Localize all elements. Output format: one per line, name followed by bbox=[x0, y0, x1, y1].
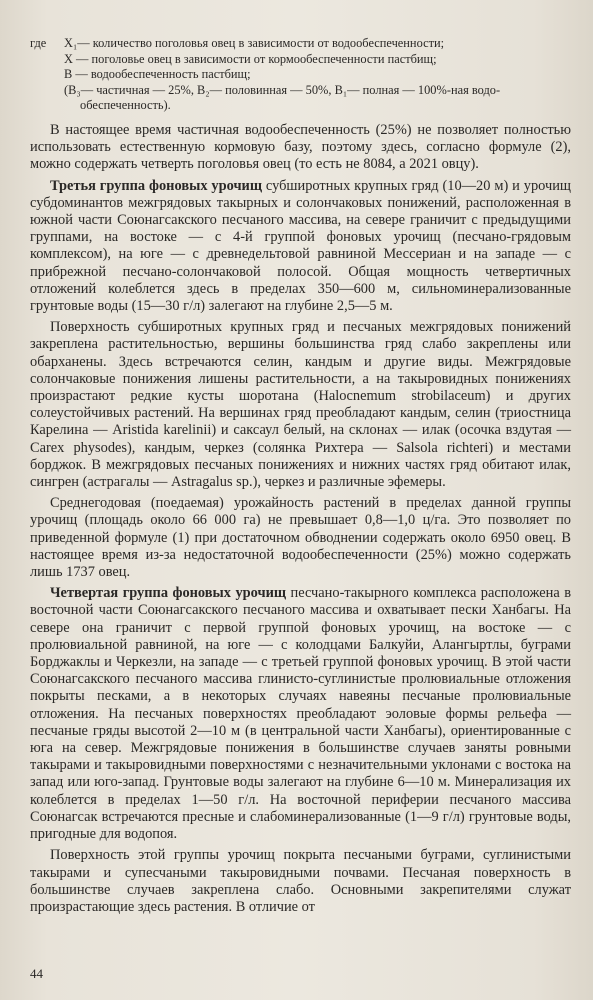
paragraph-2 bbox=[30, 178, 571, 316]
paragraph-5-text: песчано-такырного комплекса расположена в восточной части Союнагсакского песчаного массива и охватывает пески Ханбагы. На севере она граничит с первой группой фоновых урочищ, на востоке — с пролювиальной равниной, на юге — с колодцами Балкуйи, Алангыртлы, буграми Борджаклы и Черкезли, на западе — с третьей группой фоновых урочищ. В этой части Союнагсакского песчаного массива глинисто-суглинистые пролювиальные отложения покрыты песками, а в некоторых случаях навеяны песчаные пролювиальные отложения. На песчаных поверхностях преобладают эоловые формы рельефа — песчаные гряды высотой 2—10 м (в центральной части Ханбагы), ориентированные с юга на север. Межгрядовые понижения в большинстве случаев заняты ровными такырами и такыровидными поверхностями с незначительными уклонами с востока на запад или юго-запад. Грунтовые воды залегают на глубине 6—10 м. Минерализация их колеблется в пределах 1—50 г/л. На восточной периферии песчаного массива Союнагсак встречаются пресные и слабоминерализованные (1—9 г/л) грунтовые воды, пригодные для водопоя. bbox=[30, 585, 572, 843]
definition-prefix: где bbox=[30, 36, 47, 50]
section-heading-third-group: Третья группа фоновых урочищ bbox=[50, 177, 262, 194]
paragraph-1 bbox=[30, 122, 571, 174]
section-heading-fourth-group: Четвертая группа фоновых урочищ bbox=[50, 585, 287, 602]
definition-b-levels: (B₃— частичная — 25%, B₂— половинная — 50%, B₁— полная — 100%-ная водо- bbox=[64, 82, 501, 97]
paragraph-4 bbox=[30, 495, 571, 581]
definition-x: X — поголовье овец в зависимости от кормообеспеченности пастбищ; bbox=[64, 51, 437, 66]
paragraph-6 bbox=[30, 847, 571, 916]
paragraph-5 bbox=[30, 585, 571, 843]
paragraph-6-text: Поверхность этой группы урочищ покрыта песчаными буграми, суглинистыми такырами и супесчаными такыровидными почвами. Песчаная поверхность в большинстве случаев закреплена слабо. Основными закрепителями служат произрастающие здесь растения. В отличие от bbox=[30, 847, 571, 915]
paragraph-3 bbox=[30, 319, 571, 491]
paragraph-3-text: Поверхность субширотных крупных гряд и песчаных межгрядовых понижений закреплена растительностью, вершины большинства гряд слабо закреплены или обарханены. Здесь встречаются селин, кандым и другие виды. Межгрядовые солончаковые понижения лишены растительности, а на такыровидных понижениях произрастают редкие кусты шоротана (Halocnemum strobilaceum) и других солеустойчивых растений. На вершинах гряд преобладают кандым, селин (триостница Карелина — Aristida karelinii) и саксаул белый, на склонах — илак (осочка вздутая — Carex physodes), кандым, черкез (солянка Рихтера — Salsola richteri) и местами борджок. В межгрядовых песчаных понижениях и нижних частях гряд обитают илак, сингрен (астрагалы — Astragalus sp.), черкез и различные эфемеры. bbox=[30, 319, 571, 491]
definition-x1: X₁— количество поголовья овец в зависимости от водообеспеченности; bbox=[64, 36, 445, 50]
page-number: 44 bbox=[30, 966, 43, 981]
definition-b: B — водообеспеченность пастбищ; bbox=[64, 67, 251, 82]
formula-definitions bbox=[30, 36, 571, 114]
definition-line bbox=[30, 36, 571, 52]
paragraph-1-text: В настоящее время частичная водообеспеченность (25%) не позволяет полностью использовать естественную кормовую базу, поэтому здесь, согласно формуле (2), можно содержать четверть поголовья овец (то есть не 8084, а 2021 овцу). bbox=[30, 121, 571, 173]
paragraph-4-text: Среднегодовая (поедаемая) урожайность растений в пределах данной группы урочищ (площадь около 66 000 га) не превышает 0,8—1,0 ц/га. Это позволяет по приведенной формуле (1) при достаточном обводнении содержать около 6950 овец. В настоящее время из-за недостаточной водообеспеченности (25%) можно содержать лишь 1737 овец. bbox=[30, 495, 571, 581]
definition-b-levels-cont: обеспеченность). bbox=[80, 98, 171, 113]
paragraph-2-text: субширотных крупных гряд (10—20 м) и урочищ субдоминантов межгрядовых такырных и солончаковых понижений, расположенная в южной части Союнагсакского песчаного массива, на севере граничит с предыдущими группами, на востоке — с 4-й группой фоновых урочищ (песчано-грядовым комплексом), на юге — с древнедельтовой равниной Мессериан и на западе — с прибрежной песчано-солончаковой полосой. Общая мощность четвертичных отложений колеблется здесь в пределах 350—600 м, сильноминерализованные грунтовые воды (15—30 г/л) залегают на глубине 2,5—5 м. bbox=[30, 177, 571, 314]
